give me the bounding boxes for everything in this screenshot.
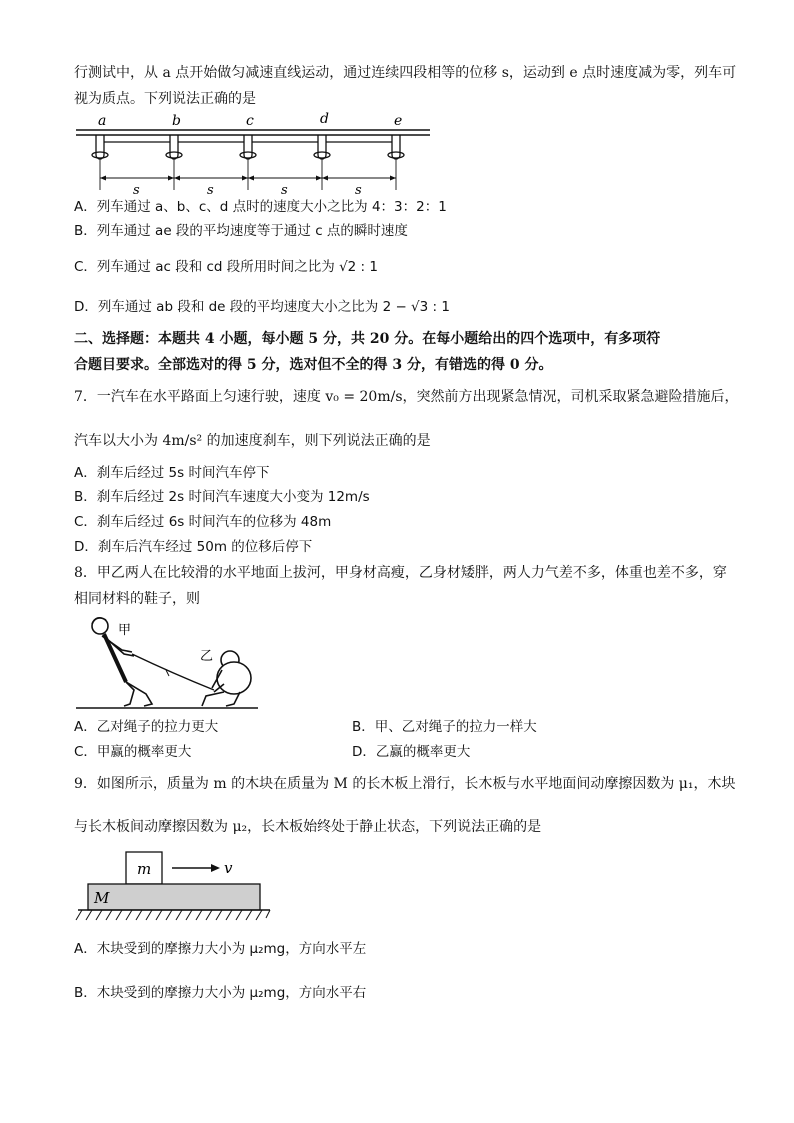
segment-label-ab: s (133, 183, 140, 196)
q8-stem-line-2: 相同材料的鞋子，则 (74, 591, 200, 607)
q6-option-a: A．列车通过 a、b、c、d 点时的速度大小之比为 4：3：2：1 (74, 199, 447, 215)
section2-heading-line-2: 合题目要求。全部选对的得 5 分，选对但不全的得 3 分，有错选的得 0 分。 (74, 357, 553, 373)
q7-stem-line-2: 汽车以大小为 4m/s² 的加速度刹车，则下列说法正确的是 (74, 433, 431, 449)
q6-option-c: C．列车通过 ac 段和 cd 段所用时间之比为 √2 : 1 (74, 259, 378, 275)
label-yi: 乙 (200, 649, 214, 664)
q9-stem-line-2: 与长木板间动摩擦因数为 μ₂，长木板始终处于静止状态，下列说法正确的是 (74, 819, 542, 835)
board-M (88, 884, 260, 910)
q7-option-d: D．刹车后汽车经过 50m 的位移后停下 (74, 539, 313, 555)
q8-option-d: D．乙赢的概率更大 (352, 744, 471, 760)
segment-label-cd: s (281, 183, 288, 196)
q6-stem-line-1: 行测试中，从 a 点开始做匀减速直线运动，通过连续四段相等的位移 s，运动到 e 点时速度减为零，列车可 (74, 65, 737, 81)
segment-label-de: s (355, 183, 362, 196)
q6-option-d: D．列车通过 ab 段和 de 段的平均速度大小之比为 2 − √3 : 1 (74, 299, 450, 315)
block-board-figure (74, 848, 274, 926)
q6-option-b: B．列车通过 ae 段的平均速度等于通过 c 点的瞬时速度 (74, 223, 408, 239)
label-block-m: m (137, 860, 152, 878)
label-jia: 甲 (118, 623, 132, 638)
track-point-b: b (172, 113, 181, 129)
label-board-M: M (94, 889, 110, 907)
track-point-d: d (320, 112, 329, 127)
q7-option-c: C．刹车后经过 6s 时间汽车的位移为 48m (74, 514, 332, 530)
label-velocity: v (224, 859, 233, 877)
section2-heading-line-1: 二、选择题：本题共 4 小题，每小题 5 分，共 20 分。在每小题给出的四个选项中，有多项符 (74, 331, 661, 347)
q7-stem-line-1: 7．一汽车在水平路面上匀速行驶，速度 v₀ = 20m/s，突然前方出现紧急情况，司机采取紧急避险措施后， (74, 389, 739, 405)
q9-stem-line-1: 9．如图所示，质量为 m 的木块在质量为 M 的长木板上滑行，长木板与水平地面间动摩擦因数为 μ₁，木块 (74, 776, 736, 792)
q9-option-a: A．木块受到的摩擦力大小为 μ₂mg，方向水平左 (74, 941, 367, 957)
q6-stem-line-2: 视为质点。下列说法正确的是 (74, 91, 256, 107)
ground-hatching (76, 910, 270, 920)
q9-option-b: B．木块受到的摩擦力大小为 μ₂mg，方向水平右 (74, 985, 367, 1001)
q7-option-a: A．刹车后经过 5s 时间汽车停下 (74, 465, 270, 481)
track-point-c: c (246, 113, 254, 129)
q8-option-c: C．甲赢的概率更大 (74, 744, 192, 760)
q7-option-b: B．刹车后经过 2s 时间汽车速度大小变为 12m/s (74, 489, 370, 505)
q8-stem-line-1: 8．甲乙两人在比较滑的水平地面上拔河，甲身材高瘦，乙身材矮胖，两人力气差不多，体重也差不多，穿 (74, 565, 727, 581)
track-point-a: a (98, 113, 107, 129)
q8-option-b: B．甲、乙对绳子的拉力一样大 (352, 719, 537, 735)
tug-of-war-figure (74, 612, 264, 712)
q8-option-a: A．乙对绳子的拉力更大 (74, 719, 219, 735)
track-figure (74, 112, 434, 196)
track-point-e: e (394, 113, 403, 129)
segment-label-bc: s (207, 183, 214, 196)
